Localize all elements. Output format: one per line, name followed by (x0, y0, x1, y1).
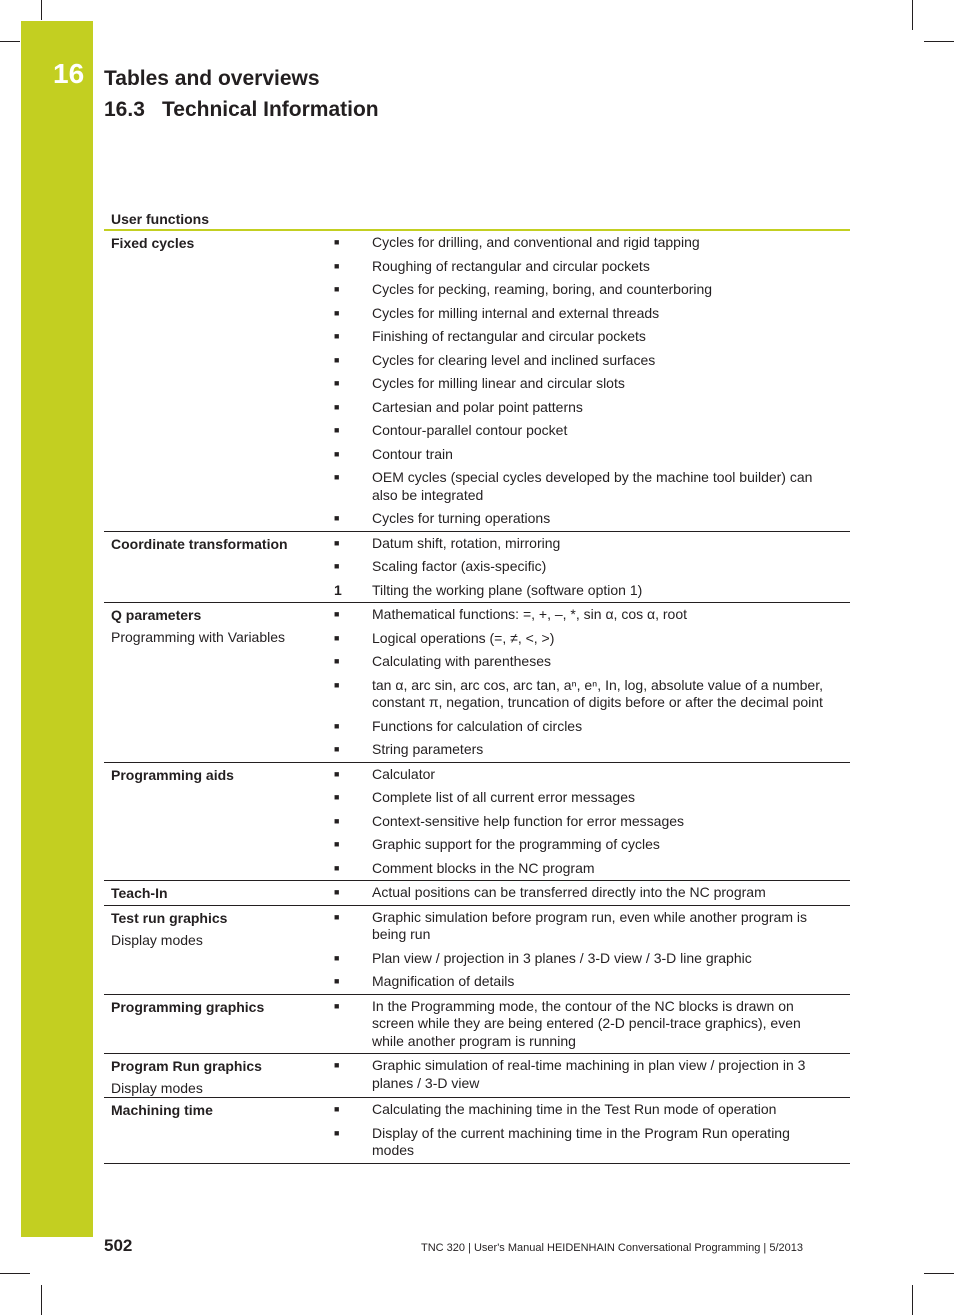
list-item-text: Mathematical functions: =, +, –, *, sin α, cos α, root (372, 606, 687, 622)
table-body (104, 231, 850, 1164)
bullet-icon: ■ (334, 260, 340, 271)
bullet-icon: ■ (334, 331, 340, 341)
table-row (104, 1098, 850, 1164)
crop-mark (912, 0, 913, 30)
list-item (326, 738, 850, 762)
row-label-main: Fixed cycles (111, 235, 195, 251)
list-item (326, 302, 850, 326)
row-items (326, 763, 850, 881)
list-item-text: Plan view / projection in 3 planes / 3-D view / 3-D line graphic (372, 949, 752, 966)
list-item (326, 255, 850, 279)
list-item-text: Graphic simulation before program run, even while another program is being run (372, 908, 807, 942)
bullet-icon: ■ (334, 1127, 340, 1138)
list-item-text: String parameters (372, 741, 484, 757)
table-row (104, 532, 850, 604)
row-label-sub: Programming with Variables (111, 629, 286, 645)
row-label (104, 906, 326, 994)
list-item-text: Magnification of details (372, 973, 515, 989)
list-item (326, 396, 850, 420)
bullet-icon: ■ (334, 656, 340, 666)
chapter-number: 16 (53, 58, 85, 89)
list-item (326, 419, 850, 443)
list-item-text: Logical operations (=, ≠, <, >) (372, 629, 555, 646)
list-item (326, 349, 850, 373)
table-row (104, 603, 850, 763)
user-functions-table (104, 209, 850, 1164)
list-item (326, 231, 850, 255)
table-row (104, 995, 850, 1055)
row-items (326, 603, 850, 762)
list-item-text: Cycles for milling internal and external threads (372, 304, 660, 321)
bullet-icon: ■ (334, 862, 340, 873)
row-label (104, 603, 326, 762)
bullet-icon: ■ (334, 378, 340, 388)
list-item-text: Contour-parallel contour pocket (372, 422, 568, 438)
bullet-icon: ■ (334, 1000, 340, 1011)
list-item-text: Cycles for milling linear and circular slots (372, 375, 625, 391)
footer-text: TNC 320 | User's Manual HEIDENHAIN Conversational Programming | 5/2013 (421, 1242, 803, 1254)
table-row (104, 906, 850, 995)
table-row (104, 231, 850, 532)
list-item (326, 833, 850, 857)
list-item (326, 970, 850, 994)
list-item (326, 1054, 850, 1095)
list-item (326, 278, 850, 302)
row-label (104, 995, 326, 1054)
list-item (326, 947, 850, 971)
list-item-text: Cycles for clearing level and inclined surfaces (372, 351, 656, 368)
bullet-icon: ■ (334, 887, 340, 897)
bullet-icon: ■ (334, 792, 340, 802)
bullet-icon: ■ (334, 720, 340, 731)
list-item (326, 1098, 850, 1122)
list-item (326, 881, 850, 905)
bullet-icon: ■ (334, 448, 340, 459)
list-item-text: OEM cycles (special cycles developed by the machine tool builder) can also be integrated (372, 469, 813, 503)
list-item (326, 786, 850, 810)
bullet-icon: ■ (334, 237, 340, 247)
list-item (326, 555, 850, 579)
row-label (104, 231, 326, 531)
list-item-text: Display of the current machining time in the Program Run operating modes (372, 1124, 790, 1158)
row-label-main: Machining time (111, 1102, 213, 1118)
crop-mark (924, 1273, 954, 1274)
list-item (326, 906, 850, 947)
chapter-title: Tables and overviews (104, 67, 320, 90)
list-item-text: Comment blocks in the NC program (372, 859, 595, 876)
list-item-text: Finishing of rectangular and circular pockets (372, 328, 646, 344)
bullet-icon: ■ (334, 609, 340, 619)
bullet-icon: ■ (334, 839, 340, 849)
bullet-icon: ■ (334, 744, 340, 754)
list-item-text: Functions for calculation of circles (372, 717, 583, 734)
row-label-main: Teach-In (111, 885, 168, 901)
crop-mark (41, 0, 42, 20)
row-items (326, 1098, 850, 1163)
page-number: 502 (104, 1236, 133, 1255)
list-item-text: Roughing of rectangular and circular pockets (372, 257, 650, 274)
list-item (326, 1122, 850, 1163)
list-item-text: Cycles for turning operations (372, 510, 551, 526)
bullet-icon: ■ (334, 632, 340, 643)
section-title-text: Technical Information (162, 98, 379, 121)
list-item-text: tan α, arc sin, arc cos, arc tan, aⁿ, eⁿ, In, log, absolute value of a number, constant π, negation, truncation of digits before or after the decimal point (372, 676, 823, 710)
bullet-icon: ■ (334, 976, 340, 986)
list-item-text: Contour train (372, 445, 453, 462)
table-header: User functions (104, 209, 850, 231)
list-item-text: Complete list of all current error messages (372, 789, 635, 805)
bullet-icon: ■ (334, 1104, 340, 1114)
row-label-main: Coordinate transformation (111, 535, 288, 552)
list-item (326, 325, 850, 349)
list-item-text: Cycles for pecking, reaming, boring, and counterboring (372, 281, 713, 297)
section-number: 16.3 (104, 98, 145, 121)
bullet-icon: ■ (334, 307, 340, 318)
row-label (104, 763, 326, 881)
bullet-icon: ■ (334, 425, 340, 435)
table-row (104, 1054, 850, 1098)
list-item-text: Calculating the machining time in the Test Run mode of operation (372, 1101, 777, 1117)
row-label-sub: Display modes (111, 1080, 203, 1096)
bullet-icon: ■ (334, 952, 340, 963)
list-item (326, 507, 850, 531)
list-item (326, 995, 850, 1054)
list-item-text: Actual positions can be transferred directly into the NC program (372, 884, 766, 900)
list-item-text: Graphic simulation of real-time machining in plan view / projection in 3 planes / 3-D view (372, 1057, 806, 1091)
bullet-icon: ■ (334, 679, 340, 690)
crop-mark (924, 41, 954, 42)
list-item-text: Datum shift, rotation, mirroring (372, 534, 561, 551)
crop-mark (0, 1273, 30, 1274)
table-row (104, 881, 850, 906)
bullet-icon: ■ (334, 284, 340, 294)
list-item (326, 674, 850, 715)
row-items (326, 881, 850, 905)
list-item (326, 603, 850, 627)
bullet-icon: ■ (334, 911, 340, 922)
bullet-icon: ■ (334, 401, 340, 412)
table-row (104, 763, 850, 882)
row-label-main: Q parameters (111, 607, 202, 623)
row-items (326, 995, 850, 1054)
list-item-text: Cartesian and polar point patterns (372, 398, 583, 415)
bullet-icon: ■ (334, 354, 340, 365)
row-label (104, 1054, 326, 1097)
list-item-text: Scaling factor (axis-specific) (372, 558, 547, 574)
list-item (326, 650, 850, 674)
row-label-main: Program Run graphics (111, 1058, 262, 1074)
list-item (326, 579, 850, 603)
list-item-text: Calculator (372, 765, 436, 782)
list-item (326, 466, 850, 507)
list-item (326, 763, 850, 787)
chapter-sidebar (21, 21, 93, 1237)
list-item (326, 810, 850, 834)
list-item (326, 532, 850, 556)
row-label (104, 881, 326, 905)
row-label-main: Programming graphics (111, 998, 265, 1015)
option-number: 1 (334, 581, 342, 598)
list-item-text: Calculating with parentheses (372, 653, 551, 669)
list-item (326, 857, 850, 881)
row-items (326, 906, 850, 994)
list-item (326, 372, 850, 396)
list-item-text: Context-sensitive help function for error messages (372, 812, 685, 829)
list-item (326, 443, 850, 467)
list-item-text: Cycles for drilling, and conventional and rigid tapping (372, 234, 700, 250)
list-item-text: Graphic support for the programming of cycles (372, 836, 660, 852)
row-items (326, 1054, 850, 1097)
bullet-icon: ■ (334, 768, 340, 779)
bullet-icon: ■ (334, 561, 340, 571)
row-items (326, 231, 850, 531)
bullet-icon: ■ (334, 472, 340, 482)
bullet-icon: ■ (334, 537, 340, 548)
crop-mark (41, 1285, 42, 1315)
list-item-text: Tilting the working plane (software option 1) (372, 581, 643, 598)
bullet-icon: ■ (334, 513, 340, 523)
list-item (326, 627, 850, 651)
crop-mark (912, 1285, 913, 1315)
bullet-icon: ■ (334, 1060, 340, 1070)
row-items (326, 532, 850, 603)
bullet-icon: ■ (334, 815, 340, 826)
list-item-text: In the Programming mode, the contour of the NC blocks is drawn on screen while they are being entered (2-D pencil-trace graphics), even while another program is running (372, 997, 801, 1049)
crop-mark (0, 41, 20, 42)
row-label (104, 532, 326, 603)
row-label-main: Test run graphics (111, 909, 228, 926)
row-label-sub: Display modes (111, 931, 203, 948)
row-label-main: Programming aids (111, 766, 234, 783)
row-label (104, 1098, 326, 1163)
list-item (326, 715, 850, 739)
section-title (104, 98, 379, 122)
